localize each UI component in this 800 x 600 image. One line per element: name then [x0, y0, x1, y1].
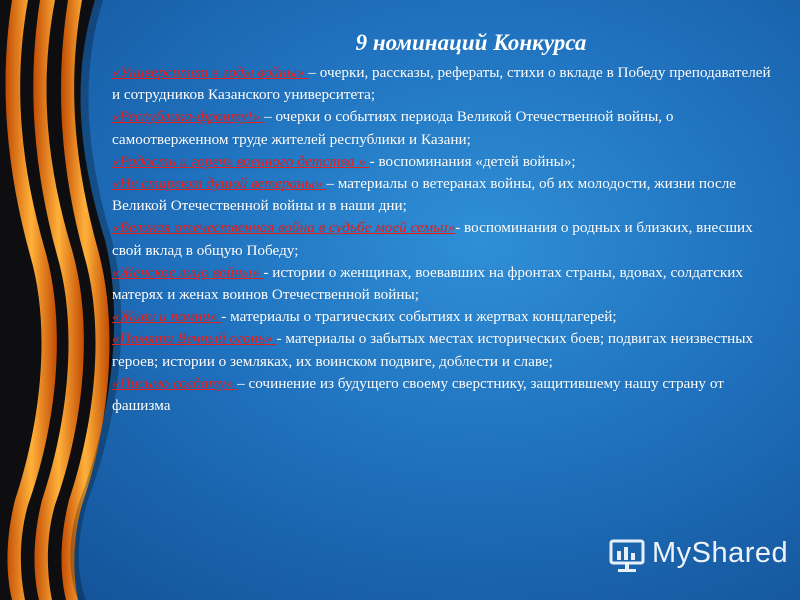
nomination-item — [112, 373, 782, 417]
nomination-name[interactable]: «Женское лицо войны» — [112, 263, 264, 281]
nomination-item — [112, 306, 782, 328]
nomination-item — [112, 217, 782, 261]
nomination-name[interactable]: «Памяти Вечный огонь» — [112, 330, 277, 348]
nomination-description: - материалы о забытых местах исторических боев; подвигах неизвестных героев; истории о земляках, их воинском подвиге, доблести и славе; — [112, 330, 754, 370]
nomination-name[interactable]: «Письмо солдату» — [112, 374, 238, 392]
slide-title: 9 номинаций Конкурса — [355, 30, 587, 55]
nomination-name[interactable]: «Университет в годы войны» — [112, 64, 309, 81]
nomination-item — [112, 106, 782, 150]
nomination-name[interactable]: «Живи и помни» — [112, 308, 222, 326]
nomination-description: – сочинение из будущего своему сверстнику, защитившему нашу страну от фашизма — [112, 374, 724, 415]
nomination-item — [112, 262, 782, 306]
nomination-description: – очерки, рассказы, рефераты, стихи о вкладе в Победу преподавателей и сотрудников Казанского университета; — [112, 64, 771, 104]
nomination-item — [112, 328, 782, 372]
st-george-ribbon — [0, 0, 125, 600]
slide-content — [112, 30, 782, 417]
myshared-logo-icon — [608, 538, 646, 574]
watermark-text: MyShared — [652, 537, 789, 569]
nomination-description: - материалы о трагических событиях и жертвах концлагерей; — [221, 308, 617, 326]
nomination-description: - воспоминания о родных и близких, внесших свой вклад в общую Победу; — [112, 219, 753, 259]
nomination-description: – материалы о ветеранах войны, об их молодости, жизни после Великой Отечественной войны и в наши дни; — [112, 175, 737, 215]
nomination-name[interactable]: «Республика-фронту!» — [112, 108, 265, 126]
myshared-watermark[interactable] — [608, 536, 788, 576]
nomination-item — [112, 173, 782, 217]
nomination-item — [112, 151, 782, 173]
nomination-name[interactable]: «Не стареют душой ветераны» — [112, 175, 327, 193]
nomination-description: – очерки о событиях периода Великой Отечественной войны, о самоотверженном труде жителей республики и Казани; — [112, 108, 674, 148]
nomination-name[interactable]: «Великая отечественная война в судьбе моей семьи» — [112, 219, 456, 237]
nomination-description: - воспоминания «детей войны»; — [369, 152, 576, 170]
nomination-description: - истории о женщинах, воевавших на фронтах страны, вдовах, солдатских матерях и женах воинов Отечественной войны; — [112, 263, 743, 304]
nomination-item — [112, 62, 782, 106]
nomination-name[interactable]: «Радость и горечь военного детства » — [112, 152, 370, 170]
